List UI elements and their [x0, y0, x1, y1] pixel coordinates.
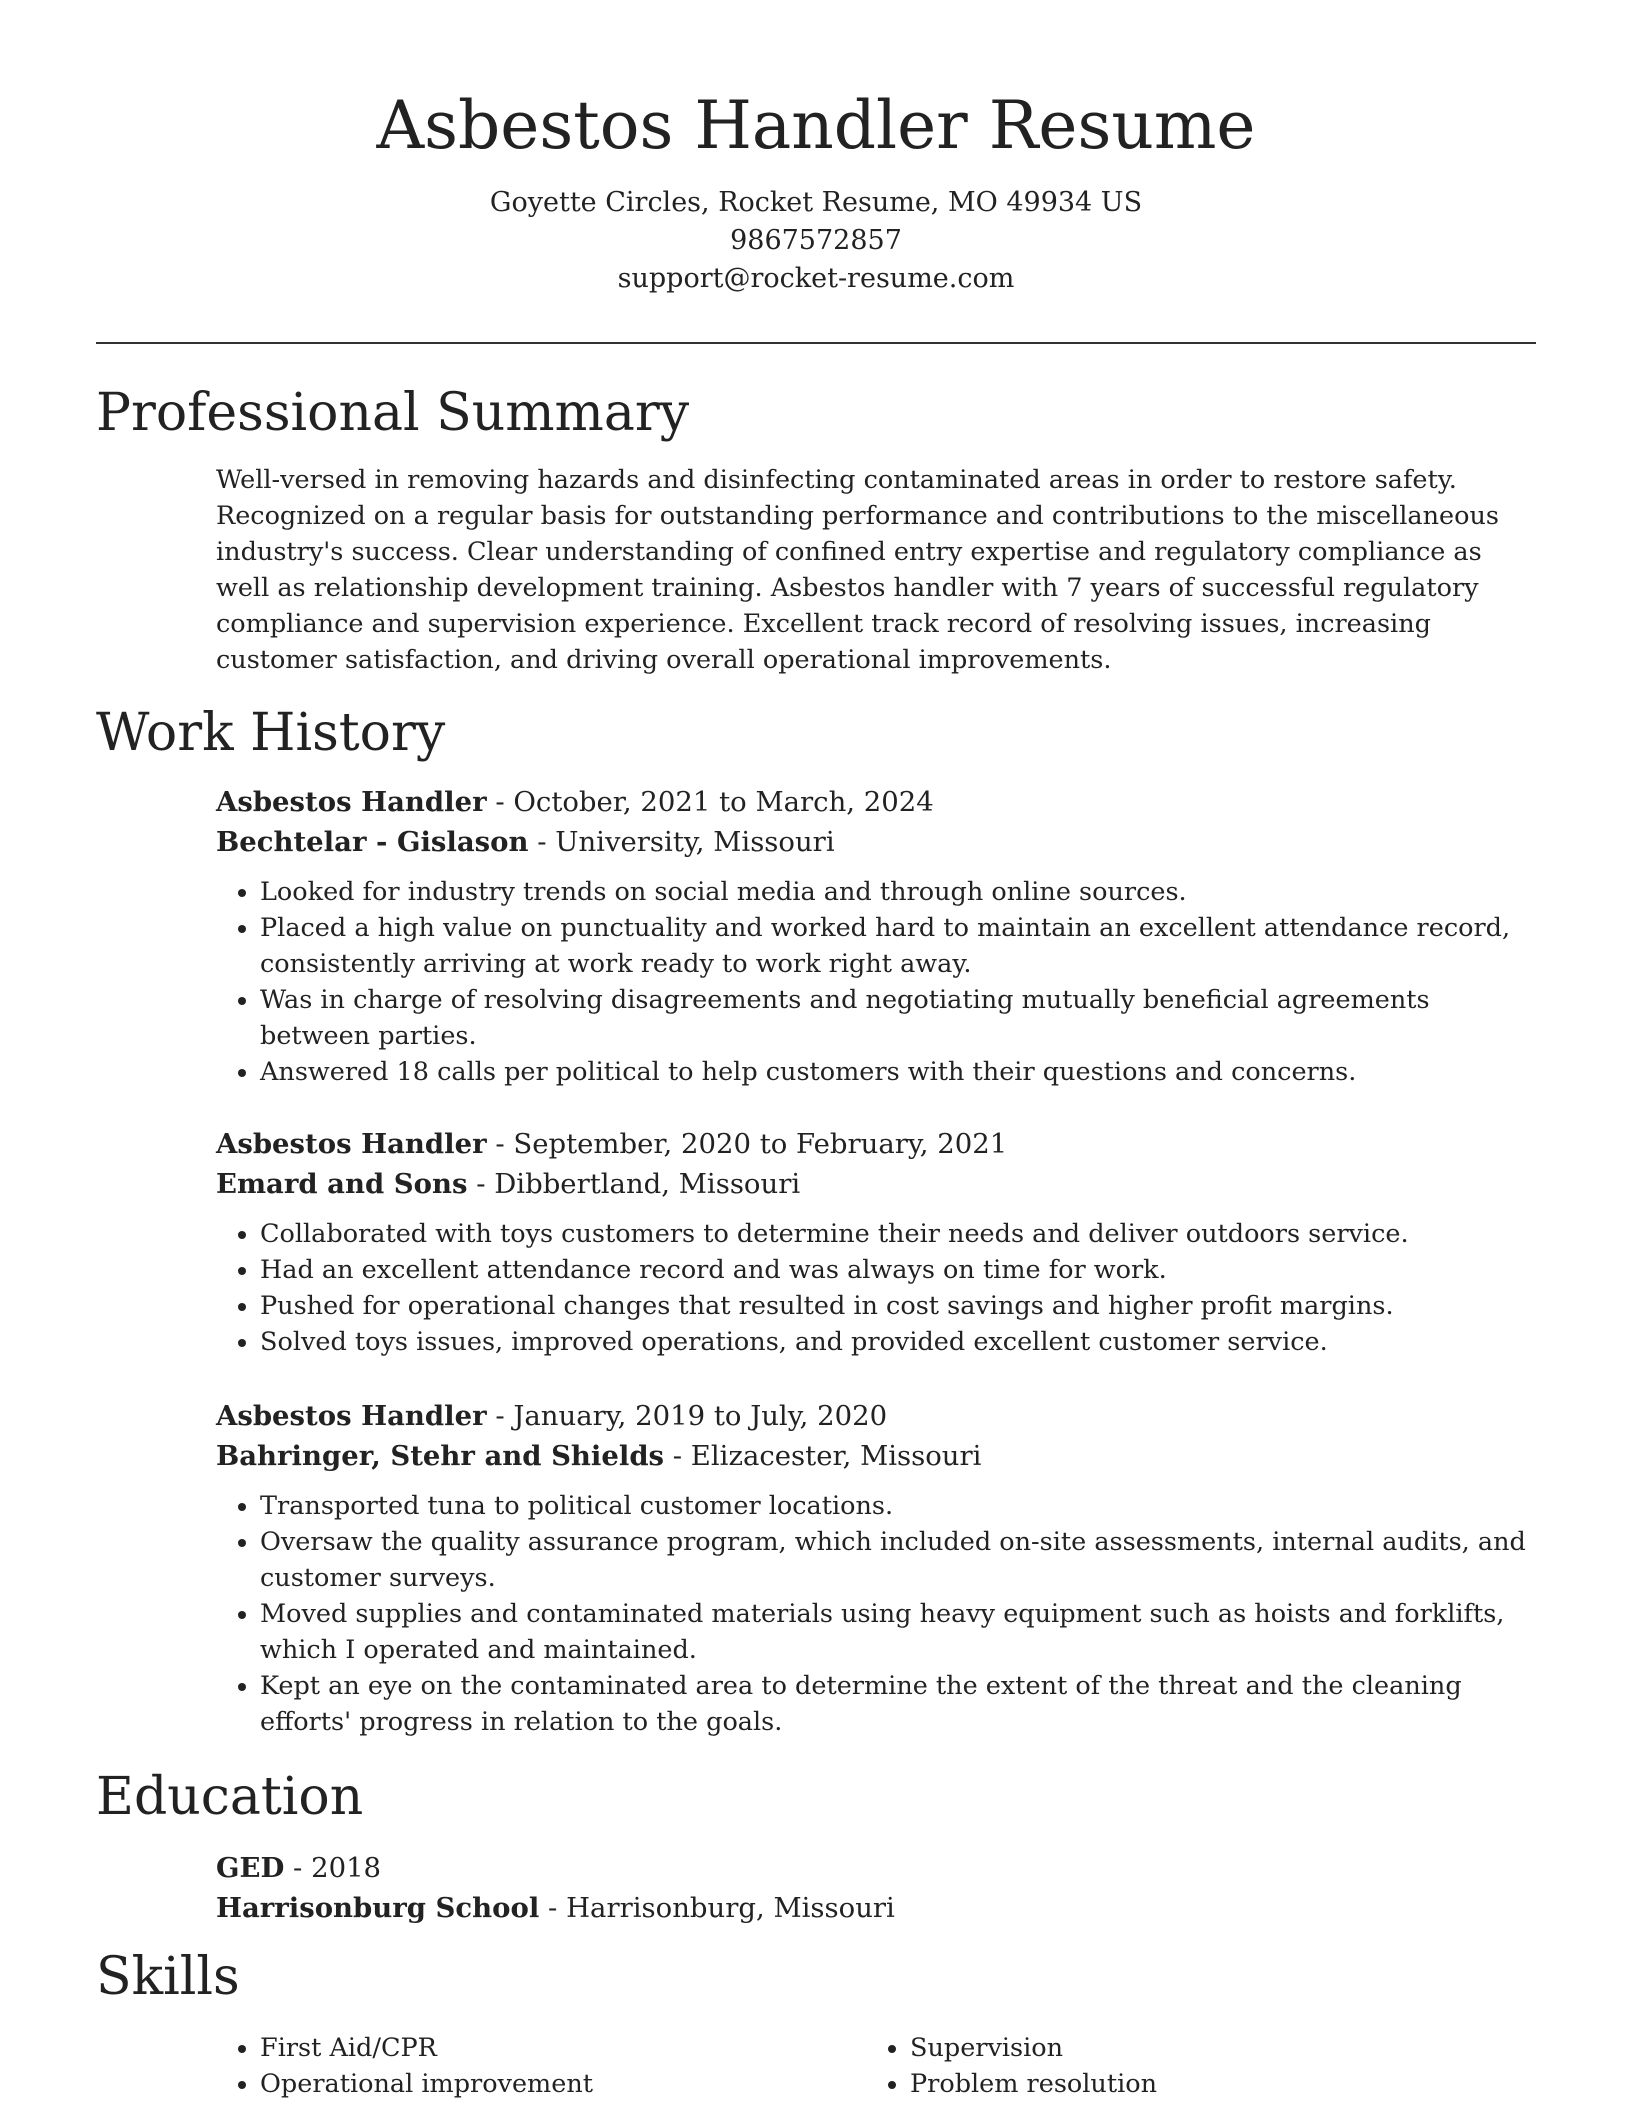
job-org-line	[216, 1436, 1536, 1476]
job-title-line	[216, 1124, 1536, 1164]
job-title: Asbestos Handler	[216, 1128, 487, 1160]
summary-text: Well-versed in removing hazards and disinfecting contaminated areas in order to restore safety. Recognized on a regular basis for outstanding performance and contributions to the miscellaneous industry's success. Clear understanding of confined entry expertise and regulatory compliance as well as relationship development training. Asbestos handler with 7 years of successful regulatory compliance and supervision experience. Excellent track record of resolving issues, increasing customer satisfaction, and driving overall operational improvements.	[216, 465, 1499, 675]
list-item: • Pushed for operational changes that resulted in cost savings and higher profit margins.	[260, 1288, 1536, 1324]
work-history-heading: Work History	[96, 703, 446, 763]
job-company: Emard and Sons	[216, 1168, 468, 1200]
skills-heading: Skills	[96, 1947, 240, 2007]
header-divider	[96, 342, 1536, 344]
list-item: • Moved supplies and contaminated materials using heavy equipment such as hoists and forklifts, which I operated and maintained.	[260, 1596, 1536, 1668]
skills-columns	[216, 2030, 1536, 2102]
job-location: - Elizacester, Missouri	[664, 1440, 982, 1472]
job-bullets	[216, 874, 1536, 1090]
skills-column-right	[866, 2030, 1516, 2102]
education-heading: Education	[96, 1767, 364, 1827]
job-title: Asbestos Handler	[216, 786, 487, 818]
job-dates: - October, 2021 to March, 2024	[486, 786, 934, 818]
job-location: - University, Missouri	[528, 826, 835, 858]
summary-section	[216, 462, 1536, 678]
education-degree: GED	[216, 1852, 285, 1884]
contact-address: Goyette Circles, Rocket Resume, MO 49934 US	[489, 187, 1143, 218]
skills-list-left	[216, 2030, 866, 2102]
job-bullets	[216, 1216, 1536, 1360]
resume-header	[96, 84, 1536, 298]
job-entry-2	[216, 1124, 1536, 1360]
skill-item: • Problem resolution	[910, 2066, 1516, 2102]
list-item: • Looked for industry trends on social media and through online sources.	[260, 874, 1536, 910]
job-dates: - January, 2019 to July, 2020	[486, 1400, 888, 1432]
job-org-line	[216, 1164, 1536, 1204]
skills-section	[216, 2030, 1536, 2102]
job-entry-3	[216, 1396, 1536, 1740]
job-title-line	[216, 1396, 1536, 1436]
list-item: • Placed a high value on punctuality and worked hard to maintain an excellent attendance record, consistently arriving at work ready to work right away.	[260, 910, 1536, 982]
job-title: Asbestos Handler	[216, 1400, 487, 1432]
skill-item: • First Aid/CPR	[260, 2030, 866, 2066]
education-school-line	[216, 1888, 1536, 1928]
list-item: • Kept an eye on the contaminated area to determine the extent of the threat and the cleaning efforts' progress in relation to the goals.	[260, 1668, 1536, 1740]
skill-item: • Supervision	[910, 2030, 1516, 2066]
list-item: • Transported tuna to political customer locations.	[260, 1488, 1536, 1524]
skills-column-left	[216, 2030, 866, 2102]
list-item: • Was in charge of resolving disagreements and negotiating mutually beneficial agreements between parties.	[260, 982, 1536, 1054]
education-degree-line	[216, 1848, 1536, 1888]
education-school: Harrisonburg School	[216, 1892, 540, 1924]
education-entry	[216, 1848, 1536, 1928]
job-entry-1	[216, 782, 1536, 1090]
list-item: • Solved toys issues, improved operations, and provided excellent customer service.	[260, 1324, 1536, 1360]
job-location: - Dibbertland, Missouri	[467, 1168, 801, 1200]
list-item: • Had an excellent attendance record and was always on time for work.	[260, 1252, 1536, 1288]
job-company: Bechtelar - Gislason	[216, 826, 529, 858]
list-item: • Answered 18 calls per political to help customers with their questions and concerns.	[260, 1054, 1536, 1090]
job-company: Bahringer, Stehr and Shields	[216, 1440, 665, 1472]
list-item: • Oversaw the quality assurance program, which included on-site assessments, internal audits, and customer surveys.	[260, 1524, 1536, 1596]
summary-heading: Professional Summary	[96, 383, 690, 443]
education-location: - Harrisonburg, Missouri	[539, 1892, 895, 1924]
job-dates: - September, 2020 to February, 2021	[486, 1128, 1008, 1160]
contact-phone: 9867572857	[730, 225, 902, 256]
education-year: - 2018	[284, 1852, 382, 1884]
list-item: • Collaborated with toys customers to determine their needs and deliver outdoors service.	[260, 1216, 1536, 1252]
contact-info	[96, 184, 1536, 298]
job-title-line	[216, 782, 1536, 822]
resume-title: Asbestos Handler Resume	[376, 87, 1256, 164]
skills-list-right	[866, 2030, 1516, 2102]
skill-item: • Operational improvement	[260, 2066, 866, 2102]
job-org-line	[216, 822, 1536, 862]
job-bullets	[216, 1488, 1536, 1740]
contact-email: support@rocket-resume.com	[617, 263, 1015, 294]
